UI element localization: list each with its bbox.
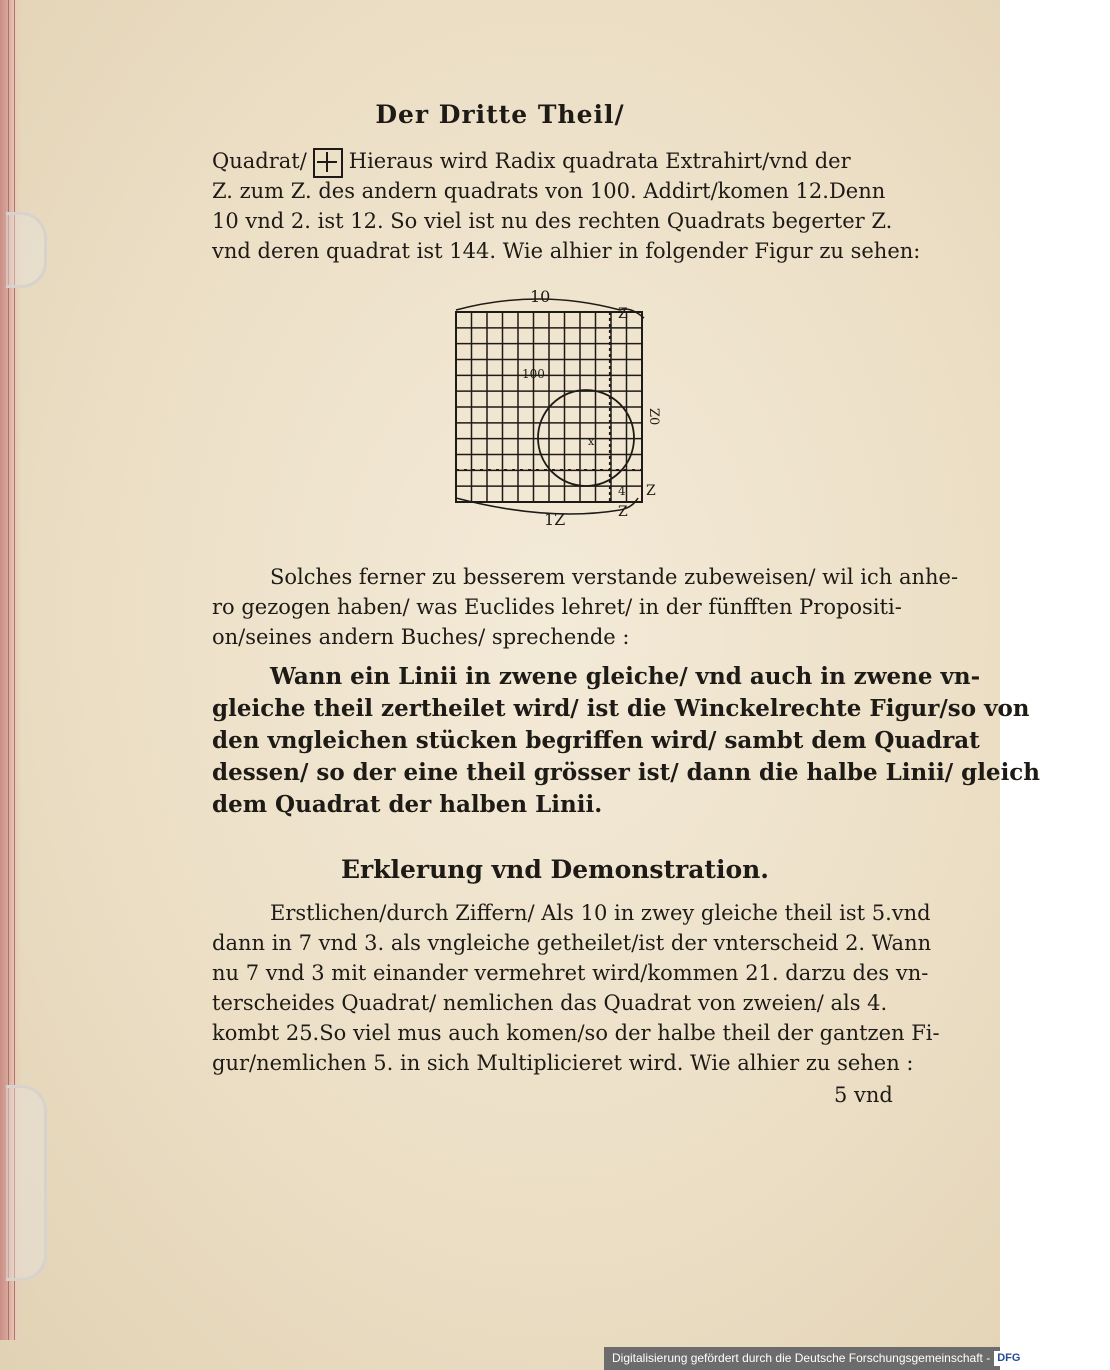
proposition-line: den vngleichen stücken begriffen wird/ sambt dem Quadrat — [212, 727, 980, 754]
text-line: kombt 25.So viel mus auch komen/so der halbe theil der gantzen Fi- — [212, 1021, 940, 1045]
footer-text: Digitalisierung gefördert durch die Deutsche Forschungsgemeinschaft - — [612, 1351, 991, 1365]
running-head: Der Dritte Theil/ — [375, 100, 625, 129]
proposition-line: Wann ein Linii in zwene gleiche/ vnd auch in zwene vn- — [270, 663, 981, 690]
label-corner: 4 — [618, 484, 626, 498]
label-bottom-right: Z — [618, 504, 628, 520]
label-right: Z0 — [646, 408, 661, 426]
label-inner: 100 — [522, 367, 545, 381]
text-line: terscheides Quadrat/ nemlichen das Quadrat von zweien/ als 4. — [212, 991, 888, 1015]
label-corner-right: Z — [646, 483, 656, 499]
label-top-right: Z — [618, 306, 628, 322]
text-line: on/seines andern Buches/ sprechende : — [212, 625, 630, 649]
paper-clip-top — [6, 212, 47, 288]
text-line: Solches ferner zu besserem verstande zubeweisen/ wil ich anhe- — [270, 565, 959, 589]
label-top: 10 — [530, 287, 551, 306]
paper-clip-bottom — [6, 1085, 47, 1281]
proposition-line: dessen/ so der eine theil grösser ist/ dann die halbe Linii/ gleich — [212, 759, 1041, 786]
text-line: ro gezogen haben/ was Euclides lehret/ in der fünfften Propositi- — [212, 595, 902, 619]
text-line: 10 vnd 2. ist 12. So viel ist nu des rechten Quadrats begerter Z. — [212, 209, 893, 233]
text-line: vnd deren quadrat ist 144. Wie alhier in folgender Figur zu sehen: — [212, 239, 921, 263]
footer-bar — [604, 1347, 1021, 1370]
section-heading: Erklerung vnd Demonstration. — [340, 855, 770, 884]
square-glyph-icon — [313, 148, 343, 178]
text-line: dann in 7 vnd 3. als vngleiche getheilet/ist der vnterscheid 2. Wann — [212, 931, 932, 955]
text-line: nu 7 vnd 3 mit einander vermehret wird/kommen 21. darzu des vn- — [212, 961, 929, 985]
catchword: 5 vnd — [834, 1083, 893, 1107]
dfg-logo[interactable]: DFG — [994, 1351, 1023, 1366]
label-bottom: 1Z — [544, 510, 566, 529]
text-line: Quadrat/ Hieraus wird Radix quadrata Extrahirt/vnd der — [212, 146, 902, 178]
square-diagram — [438, 280, 678, 540]
proposition-line: dem Quadrat der halben Linii. — [212, 791, 603, 818]
text-line: Erstlichen/durch Ziffern/ Als 10 in zwey gleiche theil ist 5.vnd — [270, 901, 931, 925]
proposition-line: gleiche theil zertheilet wird/ ist die Winckelrechte Figur/so von — [212, 695, 1030, 722]
label-circle-x: x — [588, 435, 595, 448]
square-figure — [438, 280, 678, 540]
text-line: gur/nemlichen 5. in sich Multiplicieret wird. Wie alhier zu sehen : — [212, 1051, 914, 1075]
text-line: Z. zum Z. des andern quadrats von 100. Addirt/komen 12.Denn — [212, 179, 886, 203]
